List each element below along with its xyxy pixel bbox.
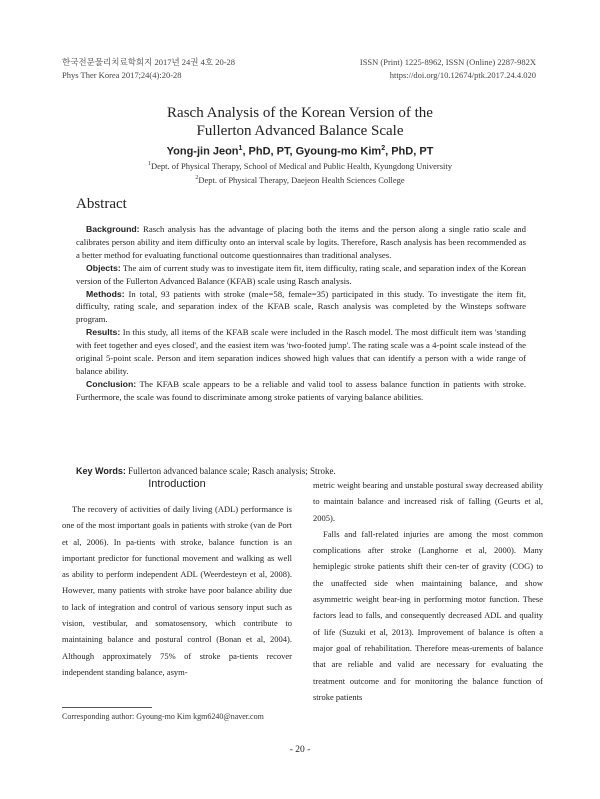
author-list [0, 145, 600, 158]
results-text: In this study, all items of the KFAB scale were included in the Rasch model. The most difficult item was 'standing with feet together and eyes closed', and the easiest item was 'two-footed jump'. The rating scale was a 4-point scale instead of the original 5-point scale. Person and item separation indices showed high values that can identify a person with a wide range of balance ability. [76, 327, 526, 376]
methods-text: In total, 93 patients with stroke (male=58, female=35) participated in this study. To investigate the item fit, difficulty, rating scale, and separation index of the KFAB scale, Rasch analysis was completed by the Winsteps software program. [76, 288, 526, 325]
abstract-body [76, 223, 526, 404]
author-1-sup: 1 [238, 145, 243, 152]
journal-header-right [360, 56, 536, 82]
introduction-heading: Introduction [148, 478, 206, 490]
conclusion-text: The KFAB scale appears to be a reliable and valid tool to assess balance function in patients with stroke. Furthermore, the scale was found to discriminate among stroke patients of varying balance abilities. [76, 378, 526, 402]
background-text: Rasch analysis has the advantage of placing both the items and the person along a single ratio scale and calibrates person ability and item difficulty onto an interval scale by logits. Therefore, Rasch analysis has been recommended as a better method for evaluating functional outcome questionnaires than traditional analyses. [76, 224, 526, 260]
author-2-name: Gyoung-mo Kim [295, 145, 382, 158]
objects-text: The aim of current study was to investigate item fit, item difficulty, rating scale, and separation index of the Korean version of the Fullerton Advanced Balance (KFAB) scale using Rasch analysis. [76, 262, 526, 286]
affiliation-1-sup: 1 [148, 161, 151, 167]
paper-title [0, 104, 600, 140]
paper-title-line1: Rasch Analysis of the Korean Version of the [167, 105, 433, 121]
intro-paragraph-1: The recovery of activities of daily living (ADL) performance is one of the most important goals in patients with stroke (van de Port et al, 2006). In pa-tients with stroke, balance function is an important predictor for functional movement and walking as well as ability to perform independent ADL (Weerdesteyn et al, 2008). However, many patients with stroke have poor balance ability due to lack of integration and control of various sensory input such as vision, vestibular, and somatosensory, which contribute to maintaining balance and postural control (Bonan et al, 2004). Although approximately 75% of stroke pa-tients recover independent standing balance, asym- [62, 504, 292, 677]
journal-name-korean: 한국전문물리치료학회지 2017년 24권 4호 20-28 [62, 57, 236, 67]
journal-citation: Phys Ther Korea 2017;24(4):20-28 [62, 70, 182, 80]
keywords [76, 466, 526, 476]
author-1-name: Yong-jin Jeon [166, 145, 239, 158]
journal-header-left [62, 56, 235, 82]
abstract-heading: Abstract [76, 196, 127, 212]
intro-paragraph-1-continued: metric weight bearing and unstable postural sway decreased ability to maintain balance and increased risk of falling (Geurts et al, 2005). [313, 480, 543, 523]
abstract-objects [76, 262, 526, 288]
page-number: - 20 - [289, 745, 311, 755]
results-label: Results: [86, 327, 121, 338]
footnote-divider [62, 707, 152, 708]
affiliation-2-sup: 2 [195, 175, 199, 181]
abstract-methods [76, 288, 526, 327]
issn-line: ISSN (Print) 1225-8962, ISSN (Online) 2287-982X [359, 57, 536, 67]
doi-line[interactable]: https://doi.org/10.12674/ptk.2017.24.4.020 [389, 70, 536, 80]
methods-label: Methods: [86, 288, 125, 299]
abstract-background [76, 223, 526, 262]
conclusion-label: Conclusion: [86, 378, 137, 389]
author-2-credentials: , PhD, PT [385, 145, 434, 158]
keywords-text: Fullerton advanced balance scale; Rasch analysis; Stroke. [125, 466, 336, 476]
intro-paragraph-2: Falls and fall-related injuries are among the most common complications after stroke (Langhorne et al, 2000). Many hemiplegic stroke patients shift their cen-ter of gravity (COG) to the unaffected side when maintaining balance, and show asymmetric weight bear-ing in performing motor function. These factors lead to falls, and consequently decreased ADL and quality of life (Suzuki et al, 2013). Improvement of balance is often a major goal of rehabilitation. Therefore meas-urements of balance that are reliable and valid are necessary for evaluating the treatment outcome and for monitoring the balance function of stroke patients [313, 528, 543, 702]
objects-label: Objects: [86, 262, 121, 273]
abstract-results [76, 326, 526, 378]
body-column-left [62, 477, 292, 680]
affiliation-1 [0, 158, 600, 172]
affiliation-2 [0, 172, 600, 186]
abstract-conclusion [76, 378, 526, 404]
author-1-credentials: , PhD, PT, [242, 145, 296, 158]
body-column-right [313, 477, 543, 705]
author-2-sup: 2 [381, 145, 386, 152]
keywords-label: Key Words: [76, 466, 126, 476]
affiliation-1-text: Dept. of Physical Therapy, School of Medical and Public Health, Kyungdong University [151, 160, 452, 171]
paper-title-line2: Fullerton Advanced Balance Scale [196, 123, 404, 139]
affiliation-2-text: Dept. of Physical Therapy, Daejeon Health Sciences College [198, 174, 405, 185]
corresponding-author-footnote: Corresponding author: Gyoung-mo Kim kgm6240@naver.com [62, 712, 264, 721]
background-label: Background: [86, 224, 140, 234]
